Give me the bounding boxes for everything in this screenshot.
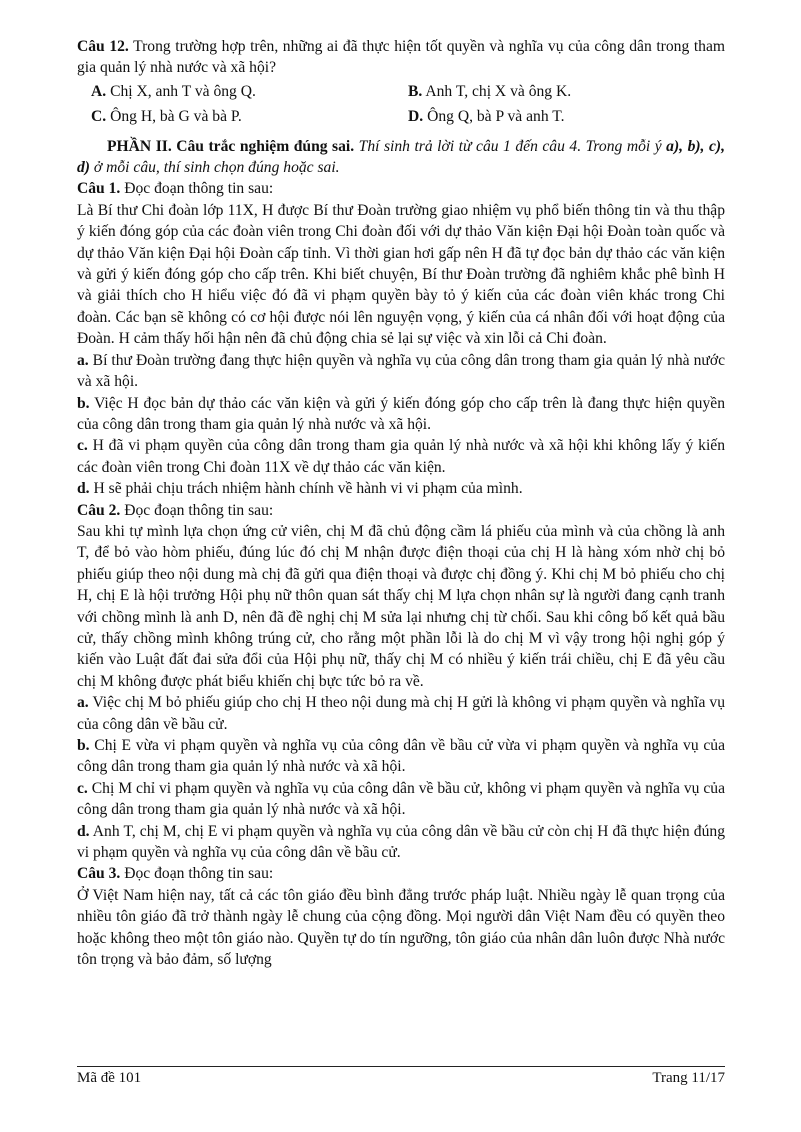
options-row-1 (91, 81, 725, 102)
item-label: d. (77, 480, 90, 498)
page-footer (77, 1070, 725, 1087)
item-text: Chị E vừa vi phạm quyền và nghĩa vụ của công dân về bầu cử vừa vi phạm quyền và nghĩa vụ của công dân trong tham gia quản lý nhà nước và xã hội. (77, 737, 725, 776)
item-text: H sẽ phải chịu trách nhiệm hành chính về hành vi vi phạm của mình. (89, 480, 523, 498)
item-label: a. (77, 351, 89, 369)
option-text: Anh T, chị X và ông K. (422, 82, 572, 100)
question-1-heading (77, 178, 725, 199)
question-label: Câu 2. (77, 501, 121, 519)
part-instruction: Thí sinh trả lời từ câu 1 đến câu 4. Trong mỗi ý (354, 137, 667, 155)
q1-item-d (77, 478, 725, 499)
options-row-2 (91, 106, 725, 127)
item-label: c. (77, 779, 88, 797)
part-title: PHẦN II. Câu trắc nghiệm đúng sai. (107, 137, 355, 155)
q2-item-d (77, 821, 725, 864)
option-label: B. (408, 82, 423, 100)
part-instruction-end: ở mỗi câu, thí sinh chọn đúng hoặc sai. (90, 159, 340, 177)
item-text: Bí thư Đoàn trường đang thực hiện quyền và nghĩa vụ của công dân trong tham gia quản lý nhà nước và xã hội. (77, 351, 725, 391)
option-label: A. (91, 82, 107, 100)
option-label: D. (408, 108, 424, 126)
item-label: a. (77, 694, 89, 712)
item-text: H đã vi phạm quyền của công dân trong tham gia quản lý nhà nước và xã hội khi không lấy ý kiến các đoàn viên trong Chi đoàn 11X về dự thảo các văn kiện. (77, 437, 725, 476)
question-lead: Đọc đoạn thông tin sau: (120, 865, 274, 883)
item-label: b. (77, 394, 90, 412)
item-text: Chị M chỉ vi phạm quyền và nghĩa vụ của công dân về bầu cử, không vi phạm quyền và nghĩa vụ của công dân trong tham gia quản lý nhà nước và xã hội. (77, 779, 725, 819)
question-2-heading (77, 500, 725, 521)
page-number: Trang 11/17 (652, 1070, 725, 1086)
option-b (408, 81, 725, 102)
item-text: Anh T, chị M, chị E vi phạm quyền và nghĩa vụ của công dân về bầu cử còn chị H đã thực hiện đúng vi phạm quyền và nghĩa vụ của công dân về bầu cử. (77, 822, 725, 862)
option-text: Chị X, anh T và ông Q. (106, 82, 256, 100)
exam-code: Mã đề 101 (77, 1070, 142, 1086)
question-lead: Đọc đoạn thông tin sau: (120, 180, 274, 198)
exam-page-content (77, 36, 725, 970)
question-1-passage: Là Bí thư Chi đoàn lớp 11X, H được Bí thư Đoàn trường giao nhiệm vụ phổ biến thông tin và thu thập ý kiến đóng góp của các đoàn viên trong Chi đoàn đối với dự thảo Văn kiện Đại hội Đoàn toàn quốc và dự thảo Văn kiện Đại hội Đoàn cấp tỉnh. Vì thời gian hơi gấp nên H đã tự đọc bản dự thảo các văn kiện và gửi ý kiến đóng góp cho cấp trên. Khi biết chuyện, Bí thư Đoàn trường đã nghiêm khắc phê bình H và giải thích cho H hiểu việc đó đã vi phạm quyền bày tỏ ý kiến của các đoàn viên khác trong Chi đoàn. Các bạn sẽ không có cơ hội được nói lên nguyện vọng, ý kiến của cá nhân đối với hoạt động của Đoàn. H cảm thấy hối hận nên đã chủ động chia sẻ lại sự việc và xin lỗi cả Chi đoàn. (77, 201, 725, 348)
part-2-heading (77, 136, 725, 179)
question-12 (77, 36, 725, 79)
option-text: Ông Q, bà P và anh T. (423, 108, 565, 126)
question-lead: Đọc đoạn thông tin sau: (120, 501, 274, 519)
item-label: d. (77, 822, 90, 840)
item-text: Việc H đọc bản dự thảo các văn kiện và gửi ý kiến đóng góp cho cấp trên là đang thực hiện quyền của công dân trong tham gia quản lý nhà nước và xã hội. (77, 394, 725, 433)
question-label: Câu 3. (77, 865, 121, 883)
item-label: b. (77, 737, 90, 754)
question-3-passage: Ở Việt Nam hiện nay, tất cả các tôn giáo đều bình đẳng trước pháp luật. Nhiều ngày lễ quan trọng của nhiều tôn giáo đã trở thành ngày lễ chung của cộng đồng. Mọi người dân Việt Nam đều có quyền theo hoặc không theo một tôn giáo nào. Quyền tự do tín ngưỡng, tôn giáo của nhân dân luôn được Nhà nước tôn trọng và bảo đảm, số lượng (77, 886, 725, 969)
option-d (408, 106, 725, 127)
question-2-passage: Sau khi tự mình lựa chọn ứng cử viên, chị M đã chủ động cầm lá phiếu của mình và của chồng là anh T, để bỏ vào hòm phiếu, đúng lúc đó chị M nhận được điện thoại của chị H là hàng xóm nhờ chị bỏ phiếu giúp theo nội dung mà chị đã gửi qua điện thoại và được chị đồng ý. Khi chị M bỏ phiếu cho chị H, chị E là hội trưởng Hội phụ nữ thôn quan sát thấy chị M lựa chọn nhân sự là người đang cạnh tranh với chồng mình là anh D, nên đã đề nghị chị M sửa lại nhưng chị từ chối. Sau khi công bố kết quả bầu cử, thấy chồng mình không trúng cử, cho rằng một phần lỗi là do chị M vì vậy trong hội nghị góp ý kiến vào Luật đất đai sửa đổi của Hội phụ nữ, thấy chị M có nhiều ý kiến trái chiều, chị E đã yêu cầu chị M không được phát biểu khiến chị bực tức bỏ ra về. (77, 522, 725, 690)
q2-item-c (77, 778, 725, 821)
footer-divider (77, 1066, 725, 1067)
q2-item-b (77, 735, 725, 778)
question-label: Câu 12. (77, 38, 129, 55)
option-text: Ông H, bà G và bà P. (106, 108, 242, 126)
item-text: Việc chị M bỏ phiếu giúp cho chị H theo nội dung mà chị H gửi là không vi phạm quyền và nghĩa vụ của công dân về bầu cử. (77, 694, 725, 733)
item-label: c. (77, 437, 88, 455)
question-text: Trong trường hợp trên, những ai đã thực hiện tốt quyền và nghĩa vụ của công dân trong tham gia quản lý nhà nước và xã hội? (77, 38, 725, 77)
option-c (91, 106, 408, 127)
q1-item-c (77, 435, 725, 478)
q1-item-b (77, 393, 725, 436)
question-label: Câu 1. (77, 180, 121, 198)
q1-item-a (77, 350, 725, 393)
part-instruction-items: a), b), c), d) (77, 137, 725, 177)
option-label: C. (91, 108, 107, 126)
q2-item-a (77, 692, 725, 735)
option-a (91, 81, 408, 102)
question-3-heading (77, 863, 725, 884)
